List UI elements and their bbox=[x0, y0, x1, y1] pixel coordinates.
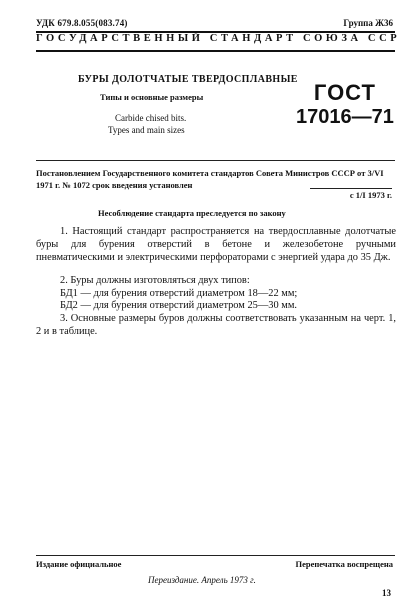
state-standard-heading: ГОСУДАРСТВЕННЫЙ СТАНДАРТ СОЮЗА ССР bbox=[36, 33, 401, 44]
type-item-bd2: БД2 — для бурения отверстий диаметром 25—30 мм. bbox=[60, 300, 297, 311]
subtitle-russian: Типы и основные размеры bbox=[100, 92, 204, 102]
page-number: 13 bbox=[382, 588, 391, 598]
section-rule bbox=[36, 160, 395, 161]
paragraph-3: 3. Основные размеры буров должны соответствовать указанным на черт. 1, 2 и в таблице. bbox=[36, 313, 396, 337]
official-edition: Издание официальное bbox=[36, 559, 122, 569]
effective-date: с 1/I 1973 г. bbox=[349, 190, 392, 200]
gost-number: 17016—71 bbox=[296, 106, 394, 128]
udk-code: УДК 679.8.055(083.74) bbox=[36, 18, 128, 28]
reissue-note: Переиздание. Апрель 1973 г. bbox=[148, 575, 256, 585]
title-russian: БУРЫ ДОЛОТЧАТЫЕ ТВЕРДОСПЛАВНЫЕ bbox=[78, 74, 298, 85]
group-code: Группа Ж36 bbox=[343, 18, 393, 28]
paragraph-2: 2. Буры должны изготовляться двух типов: bbox=[60, 275, 250, 286]
footer-rule bbox=[36, 555, 395, 556]
header-rule-bottom bbox=[36, 50, 395, 52]
paragraph-1: 1. Настоящий стандарт распространяется на твердосплавные долотчатые буры для бурения отверстий в бетоне и железобетоне ручными пневматическими и электрическими перфораторами с энергией удара до 35 Дж. bbox=[36, 226, 396, 263]
gost-designation bbox=[296, 82, 394, 128]
date-rule bbox=[310, 188, 392, 189]
reprint-prohibited: Перепечатка воспрещена bbox=[295, 559, 393, 569]
type-item-bd1: БД1 — для бурения отверстий диаметром 18—22 мм; bbox=[60, 288, 298, 299]
noncompliance-notice: Несоблюдение стандарта преследуется по закону bbox=[98, 208, 286, 218]
gost-word: ГОСТ bbox=[313, 80, 376, 105]
title-english-line2: Types and main sizes bbox=[108, 125, 185, 135]
effective-date-block bbox=[310, 188, 392, 200]
title-english-line1: Carbide chised bits. bbox=[115, 113, 187, 123]
decree-text: Постановлением Государственного комитета стандартов Совета Министров СССР от 3/VI 1971 г. № 1072 срок введения установлен bbox=[36, 168, 384, 190]
